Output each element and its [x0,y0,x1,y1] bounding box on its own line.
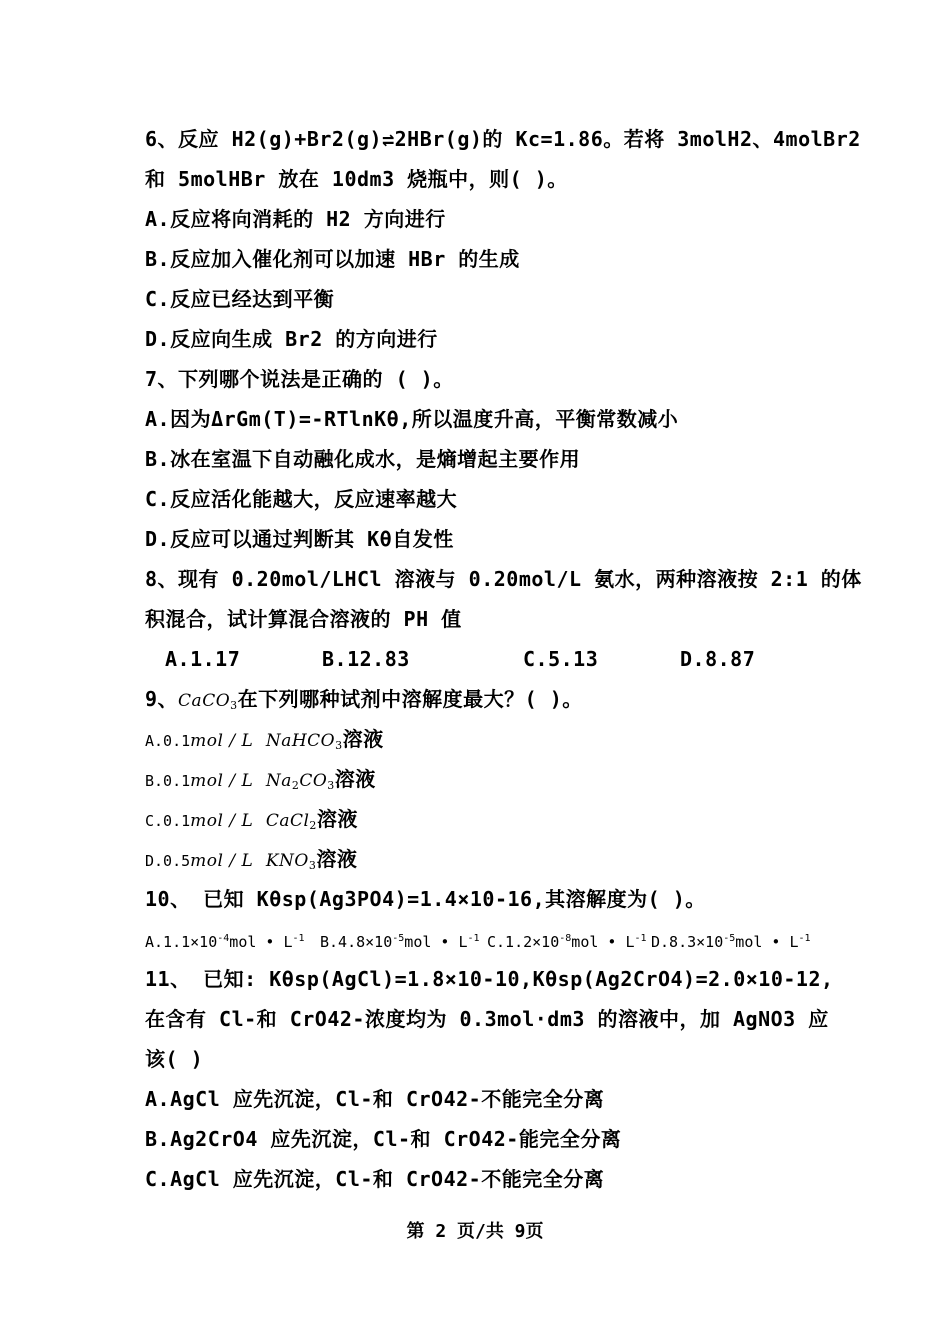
q10-c-base: C.1.2×10 [487,933,560,951]
q6-option-c: C.反应已经达到平衡 [145,287,335,311]
q10-stem: 10、 已知 Kθsp(Ag3PO4)=1.4×10-16,其溶解度为( )。 [145,887,706,911]
q9-d-suffix: 溶液 [316,847,358,871]
q9-c-unit: mol / L [190,811,254,831]
q9-number: 9、 [145,687,179,711]
q10-options-row [145,925,815,953]
q9-b-suffix: 溶液 [334,767,376,791]
q9-d-formula-sub: 3 [308,859,317,872]
q10-d-unit: mol • L [735,933,799,951]
q6-option-b: B.反应加入催化剂可以加速 HBr 的生成 [145,247,520,271]
q10-d-unit-exp: -1 [798,933,811,944]
q10-option-c [487,925,647,956]
q9-c-suffix: 溶液 [316,807,358,831]
q10-c-exp: -8 [559,933,572,944]
q11-stem-line1: 11、 已知: Kθsp(AgCl)=1.8×10-10,Kθsp(Ag2CrO4)=2.0×10-12, [145,967,834,991]
q6-option-a: A.反应将向消耗的 H2 方向进行 [145,207,446,231]
q10-c-unit: mol • L [571,933,635,951]
q9-a-unit: mol / L [190,731,254,751]
q10-b-base: B.4.8×10 [320,933,393,951]
q7-option-b: B.冰在室温下自动融化成水，是熵增起主要作用 [145,447,581,471]
q9-d-prefix: D.0.5 [145,852,191,870]
q7-option-d: D.反应可以通过判断其 Kθ自发性 [145,527,454,551]
q6-stem-line1: 6、反应 H2(g)+Br2(g)⇌2HBr(g)的 Kc=1.86。若将 3molH2、4molBr2 [145,127,861,151]
q9-option-a [145,725,384,760]
q9-c-formula-sub: 2 [309,819,317,832]
q9-option-d [145,845,357,880]
q9-option-b [145,765,376,800]
q11-option-a: A.AgCl 应先沉淀，Cl-和 CrO42-不能完全分离 [145,1087,605,1111]
q10-d-base: D.8.3×10 [651,933,724,951]
q9-b-formula-sub1: 2 [291,779,300,792]
page-footer: 第 2 页/共 9页 [406,1221,544,1242]
q11-option-c: C.AgCl 应先沉淀，Cl-和 CrO42-不能完全分离 [145,1167,605,1191]
q10-b-exp: -5 [392,933,405,944]
q10-a-unit-exp: -1 [292,933,305,944]
q9-a-suffix: 溶液 [342,727,384,751]
q9-b-prefix: B.0.1 [145,772,191,790]
q9-option-c [145,805,358,840]
q9-d-unit: mol / L [190,851,254,871]
q9-b-formula-text1: Na [265,771,292,791]
q7-stem: 7、下列哪个说法是正确的 ( )。 [145,367,454,391]
q9-b-unit: mol / L [190,771,254,791]
q10-option-a [145,925,305,956]
q7-option-c: C.反应活化能越大，反应速率越大 [145,487,458,511]
q10-b-unit: mol • L [404,933,468,951]
q9-b-formula-sub2: 3 [327,779,335,792]
q9-stem [145,685,583,720]
q10-b-unit-exp: -1 [467,933,480,944]
q8-stem-line1: 8、现有 0.20mol/LHCl 溶液与 0.20mol/L 氨水，两种溶液按 2:1 的体 [145,567,862,591]
q9-formula-text: CaCO [178,691,231,711]
q9-a-formula [266,731,343,751]
q11-stem-line3: 该( ) [145,1047,204,1071]
q6-stem-line2: 和 5molHBr 放在 10dm3 烧瓶中，则( )。 [145,167,568,191]
q10-a-unit: mol • L [229,933,293,951]
q8-option-c: C.5.13 [523,647,599,671]
q10-a-exp: -4 [217,933,230,944]
q8-option-b: B.12.83 [322,647,410,671]
q9-a-prefix: A.0.1 [145,732,191,750]
q10-a-base: A.1.1×10 [145,933,218,951]
q11-stem-line2: 在含有 Cl-和 CrO42-浓度均为 0.3mol·dm3 的溶液中，加 AgNO3 应 [145,1007,829,1031]
q9-c-formula [266,811,317,831]
q9-c-formula-text: CaCl [265,811,310,831]
q9-formula [178,691,238,711]
q10-d-exp: -5 [723,933,736,944]
q9-c-prefix: C.0.1 [145,812,191,830]
q8-options-row [145,645,815,673]
q9-b-formula [266,771,335,791]
q9-b-formula-text2: CO [299,771,328,791]
q8-option-d: D.8.87 [680,647,756,671]
q9-d-formula [266,851,317,871]
q10-c-unit-exp: -1 [634,933,647,944]
q7-option-a: A.因为ΔrGm(T)=-RTlnKθ,所以温度升高，平衡常数减小 [145,407,679,431]
q9-stem-text: 在下列哪种试剂中溶解度最大？( )。 [237,687,583,711]
q9-d-formula-text: KNO [265,851,309,871]
q11-option-b: B.Ag2CrO4 应先沉淀，Cl-和 CrO42-能完全分离 [145,1127,622,1151]
q10-option-b [320,925,480,956]
q9-a-formula-text: NaHCO [265,731,336,751]
q8-option-a: A.1.17 [165,647,241,671]
q9-a-formula-sub: 3 [335,739,343,752]
q8-stem-line2: 积混合，试计算混合溶液的 PH 值 [145,607,462,631]
q6-option-d: D.反应向生成 Br2 的方向进行 [145,327,438,351]
q10-option-d [651,925,811,956]
q9-formula-sub: 3 [230,699,238,712]
